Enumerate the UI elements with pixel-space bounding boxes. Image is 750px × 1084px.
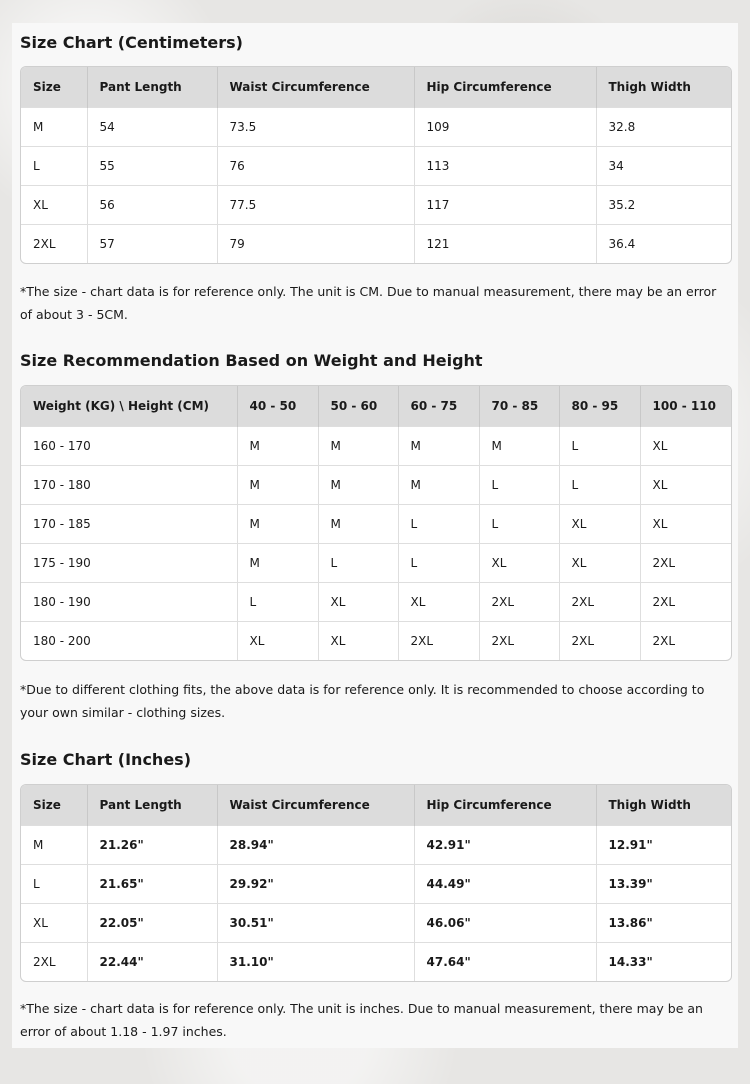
cm-size-table xyxy=(20,66,732,264)
table-row xyxy=(21,427,731,466)
table-cell: 79 xyxy=(217,225,414,264)
table-row xyxy=(21,186,731,225)
table-cell: 36.4 xyxy=(596,225,731,264)
header-hip: Hip Circumference xyxy=(414,67,596,108)
table-cell: 31.10" xyxy=(217,943,414,982)
table-header-row xyxy=(21,67,731,108)
table-cell: 121 xyxy=(414,225,596,264)
table-header-row xyxy=(21,386,731,427)
table-header-row xyxy=(21,785,731,826)
table-cell: XL xyxy=(398,583,479,622)
table-cell: L xyxy=(479,466,559,505)
table-row xyxy=(21,225,731,264)
table-cell: XL xyxy=(479,544,559,583)
table-cell: 77.5 xyxy=(217,186,414,225)
table-cell: M xyxy=(237,427,318,466)
table-cell: 2XL xyxy=(640,544,731,583)
header-height-range: 70 - 85 xyxy=(479,386,559,427)
table-cell: 2XL xyxy=(479,622,559,661)
table-cell: 160 - 170 xyxy=(21,427,237,466)
table-cell: 2XL xyxy=(21,943,87,982)
table-cell: M xyxy=(479,427,559,466)
table-cell: L xyxy=(559,427,640,466)
table-cell: 109 xyxy=(414,108,596,147)
table-cell: L xyxy=(559,466,640,505)
table-cell: 2XL xyxy=(559,583,640,622)
table-cell: L xyxy=(398,544,479,583)
table-cell: 180 - 190 xyxy=(21,583,237,622)
table-cell: 175 - 190 xyxy=(21,544,237,583)
table-cell: M xyxy=(21,826,87,865)
table-cell: M xyxy=(398,466,479,505)
table-cell: 54 xyxy=(87,108,217,147)
table-cell: M xyxy=(318,505,398,544)
table-cell: 22.05" xyxy=(87,904,217,943)
table-cell: 170 - 180 xyxy=(21,466,237,505)
table-cell: 35.2 xyxy=(596,186,731,225)
recommendation-table xyxy=(20,385,732,661)
header-height-range: 100 - 110 xyxy=(640,386,731,427)
header-size: Size xyxy=(21,67,87,108)
table-cell: 30.51" xyxy=(217,904,414,943)
table-cell: L xyxy=(21,147,87,186)
table-cell: XL xyxy=(640,466,731,505)
table-cell: XL xyxy=(318,622,398,661)
table-cell: M xyxy=(237,544,318,583)
header-size: Size xyxy=(21,785,87,826)
recommendation-title: Size Recommendation Based on Weight and Height xyxy=(20,351,483,370)
table-row xyxy=(21,544,731,583)
header-height-range: 40 - 50 xyxy=(237,386,318,427)
table-cell: 34 xyxy=(596,147,731,186)
table-cell: 117 xyxy=(414,186,596,225)
table-row xyxy=(21,505,731,544)
cm-chart-title: Size Chart (Centimeters) xyxy=(20,33,243,52)
table-cell: 42.91" xyxy=(414,826,596,865)
table-cell: 32.8 xyxy=(596,108,731,147)
header-pant-length: Pant Length xyxy=(87,785,217,826)
table-cell: 13.39" xyxy=(596,865,731,904)
table-cell: 2XL xyxy=(640,622,731,661)
table-row xyxy=(21,826,731,865)
table-cell: M xyxy=(237,505,318,544)
header-thigh: Thigh Width xyxy=(596,67,731,108)
table-row xyxy=(21,108,731,147)
header-waist: Waist Circumference xyxy=(217,785,414,826)
table-cell: M xyxy=(318,427,398,466)
table-cell: 2XL xyxy=(398,622,479,661)
table-cell: 21.26" xyxy=(87,826,217,865)
table-cell: 21.65" xyxy=(87,865,217,904)
table-cell: L xyxy=(398,505,479,544)
table-row xyxy=(21,865,731,904)
table-cell: 180 - 200 xyxy=(21,622,237,661)
table-cell: XL xyxy=(318,583,398,622)
table-cell: 13.86" xyxy=(596,904,731,943)
table-cell: M xyxy=(398,427,479,466)
table-cell: 12.91" xyxy=(596,826,731,865)
header-thigh: Thigh Width xyxy=(596,785,731,826)
table-cell: L xyxy=(479,505,559,544)
inch-size-table xyxy=(20,784,732,982)
table-cell: M xyxy=(21,108,87,147)
table-cell: 29.92" xyxy=(217,865,414,904)
table-row xyxy=(21,583,731,622)
header-hip: Hip Circumference xyxy=(414,785,596,826)
cm-chart-note: *The size - chart data is for reference only. The unit is CM. Due to manual measurement, there may be an error of about 3 - 5CM. xyxy=(20,284,717,322)
table-cell: 2XL xyxy=(559,622,640,661)
header-height-range: 80 - 95 xyxy=(559,386,640,427)
table-cell: M xyxy=(318,466,398,505)
header-height-range: 50 - 60 xyxy=(318,386,398,427)
table-cell: 2XL xyxy=(640,583,731,622)
table-cell: 57 xyxy=(87,225,217,264)
table-cell: 170 - 185 xyxy=(21,505,237,544)
header-waist: Waist Circumference xyxy=(217,67,414,108)
size-guide-sheet xyxy=(12,23,738,1048)
table-cell: XL xyxy=(21,904,87,943)
table-cell: XL xyxy=(237,622,318,661)
table-cell: 113 xyxy=(414,147,596,186)
table-row xyxy=(21,904,731,943)
header-pant-length: Pant Length xyxy=(87,67,217,108)
table-cell: M xyxy=(237,466,318,505)
table-cell: XL xyxy=(559,544,640,583)
table-cell: XL xyxy=(559,505,640,544)
recommendation-note: *Due to different clothing fits, the above data is for reference only. It is recommended to choose according to your own similar - clothing sizes. xyxy=(20,682,705,720)
table-cell: 73.5 xyxy=(217,108,414,147)
table-cell: 47.64" xyxy=(414,943,596,982)
table-row xyxy=(21,466,731,505)
table-row xyxy=(21,622,731,661)
table-cell: 22.44" xyxy=(87,943,217,982)
table-cell: XL xyxy=(640,505,731,544)
table-cell: XL xyxy=(640,427,731,466)
table-cell: 2XL xyxy=(21,225,87,264)
table-cell: 2XL xyxy=(479,583,559,622)
header-weight-height: Weight (KG) \ Height (CM) xyxy=(21,386,237,427)
inch-chart-note: *The size - chart data is for reference only. The unit is inches. Due to manual measurement, there may be an error of about 1.18 - 1.97 inches. xyxy=(20,1001,703,1039)
table-cell: L xyxy=(237,583,318,622)
table-row xyxy=(21,147,731,186)
table-cell: 76 xyxy=(217,147,414,186)
table-cell: 44.49" xyxy=(414,865,596,904)
inch-chart-title: Size Chart (Inches) xyxy=(20,750,191,769)
table-cell: L xyxy=(318,544,398,583)
table-row xyxy=(21,943,731,982)
table-cell: 14.33" xyxy=(596,943,731,982)
table-cell: XL xyxy=(21,186,87,225)
table-cell: 28.94" xyxy=(217,826,414,865)
table-cell: L xyxy=(21,865,87,904)
table-cell: 46.06" xyxy=(414,904,596,943)
table-cell: 56 xyxy=(87,186,217,225)
header-height-range: 60 - 75 xyxy=(398,386,479,427)
table-cell: 55 xyxy=(87,147,217,186)
